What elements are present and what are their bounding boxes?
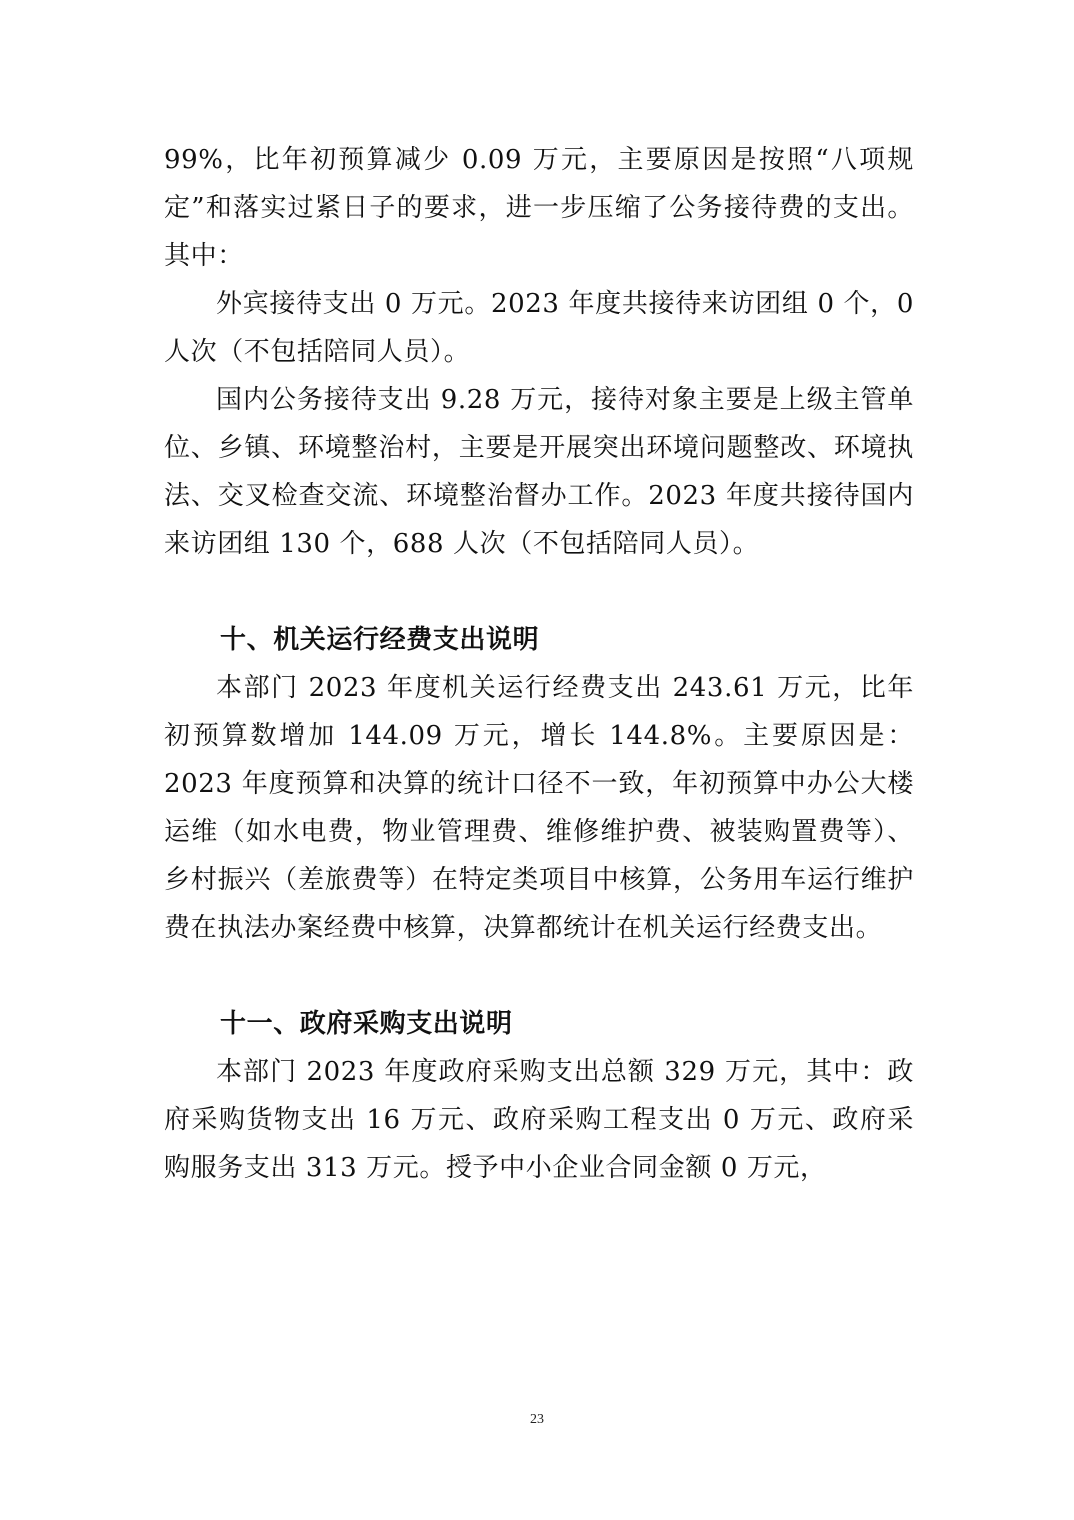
paragraph-operating-expenses: 本部门 2023 年度机关运行经费支出 243.61 万元，比年初预算数增加 144.09 万元，增长 144.8%。主要原因是：2023 年度预算和决算的统计口径不一致，年初预算中办公大楼运维（如水电费，物业管理费、维修维护费、被装购置费等）、乡村振兴（差旅费等）在特定类项目中核算，公务用车运行维护费在执法办案经费中核算，决算都统计在机关运行经费支出。 — [164, 673, 914, 943]
page-body — [164, 136, 914, 1192]
paragraph-reception-expense-continued: 99%，比年初预算减少 0.09 万元，主要原因是按照“八项规定”和落实过紧日子的要求，进一步压缩了公务接待费的支出。其中： — [164, 145, 914, 271]
paragraph-domestic-reception: 国内公务接待支出 9.28 万元，接待对象主要是上级主管单位、乡镇、环境整治村，主要是开展突出环境问题整改、环境执法、交叉检查交流、环境整治督办工作。2023 年度共接待国内来访团组 130 个，688 人次（不包括陪同人员）。 — [164, 385, 914, 559]
paragraph-government-procurement: 本部门 2023 年度政府采购支出总额 329 万元，其中：政府采购货物支出 16 万元、政府采购工程支出 0 万元、政府采购服务支出 313 万元。授予中小企业合同金额 0 万元， — [164, 1057, 914, 1183]
section-heading-government-procurement: 十一、政府采购支出说明 — [220, 1009, 513, 1039]
section-heading-operating-expenses: 十、机关运行经费支出说明 — [220, 625, 540, 655]
page-number: 23 — [530, 1412, 544, 1427]
paragraph-foreign-reception: 外宾接待支出 0 万元。2023 年度共接待来访团组 0 个，0 人次（不包括陪同人员）。 — [164, 289, 914, 367]
